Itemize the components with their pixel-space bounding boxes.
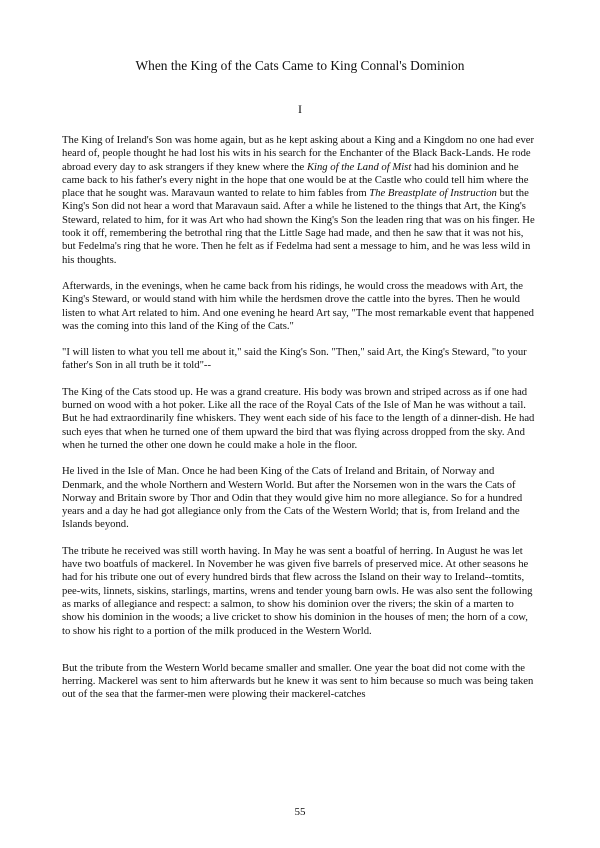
italic-land-of-mist: King of the Land of Mist xyxy=(306,161,412,173)
chapter-number: I xyxy=(298,102,302,116)
paragraph-7: But the tribute from the Western World became smaller and smaller. One year the boat did not come with the herring. Mackerel was sent to him afterwards but he knew it was sent to him because so much was being taken out of the sea that the farmer-men were plowing their mackerel-catches xyxy=(62,662,534,701)
story-title: When the King of the Cats Came to King Connal's Dominion xyxy=(135,58,465,73)
italic-breastplate: The Breastplate of Instruction xyxy=(369,188,497,200)
paragraph-2: Afterwards, in the evenings, when he came back from his ridings, he would cross the meadows with Art, the King's Steward, or would stand with him while the herdsmen drove the cattle into the byres. Then he would listen to what Art related to him. And one evening he heard Art say, "The most remarkable event that happened was the coming into this land of the King of the Cats." xyxy=(62,280,534,332)
paragraph-6: The tribute he received was still worth having. In May he was sent a boatful of herring. In August he was let have two boatfuls of mackerel. In November he was given five barrels of preserved mice. At other seasons he had for his tribute one out of every hundred birds that flew across the Island on their way to Ireland--tomtits, pee-wits, linnets, siskins, starlings, martins, wrens and tender young barn owls. He was also sent the following as marks of allegiance and respect: a salmon, to show his dominion over the rivers; the skin of a marten to show his dominion in the woods; a live cricket to show his dominion in the houses of men; the horn of a cow, to show his right to a portion of the milk produced in the Western World. xyxy=(62,545,533,637)
paragraph-1-part-c: had his dominion and he came back to his father's every night in the hope that one would be at the Castle who could tell him where the place that he sought was. Maravaun wanted to relate to him fables from xyxy=(62,161,529,200)
paragraph-1 xyxy=(62,134,538,267)
paragraph-1-part-a: The King of Ireland's Son was home again, but as he kept asking about a King and a Kingdom no one had ever heard of, people thought he had lost his wits in his search for the Enchanter of the Black Back-Lands. He rode abroad every day to ask strangers if they knew where the xyxy=(62,135,535,173)
paragraph-4: The King of the Cats stood up. He was a grand creature. His body was brown and striped across as if one had burned on wood with a hot poker. Like all the race of the Royal Cats of the Isle of Man he was without a tail. But he had extraordinarily fine whiskers. They went each side of his face to the length of a dinner-dish. He had such eyes that when he turned one of them upward the bird that was flying across dropped from the sky. And when he turned the other one down he could make a hole in the floor. xyxy=(62,386,535,451)
paragraph-5: He lived in the Isle of Man. Once he had been King of the Cats of Ireland and Britain, of Norway and Denmark, and the whole Northern and Western World. But after the Norsemen won in the wars the Cats of Norway and Britain swore by Thor and Odin that they would give him no more allegiance. So for a hundred years and a day he had got allegiance only from the Cats of the Western World; that is, from Ireland and the Islands beyond. xyxy=(62,466,523,531)
paragraph-3: "I will listen to what you tell me about it," said the King's Son. "Then," said Art, the King's Steward, "to your father's Son in all truth be it told"-- xyxy=(62,347,527,372)
page-number: 55 xyxy=(294,806,306,818)
paragraph-1-part-e: but the King's Son did not hear a word that Maravaun said. After a while he listened to the things that Art, the King's Steward, related to him, for it was Art who had shown the King's Son the leaden ring that was on his finger. He took it off, remembering the betrothal ring that the Little Sage had made, and then he saw that it was not his, but Fedelma's ring that he wore. Then he felt as if Fedelma had sent a message to him, and he was less wild in his thoughts. xyxy=(62,188,535,266)
